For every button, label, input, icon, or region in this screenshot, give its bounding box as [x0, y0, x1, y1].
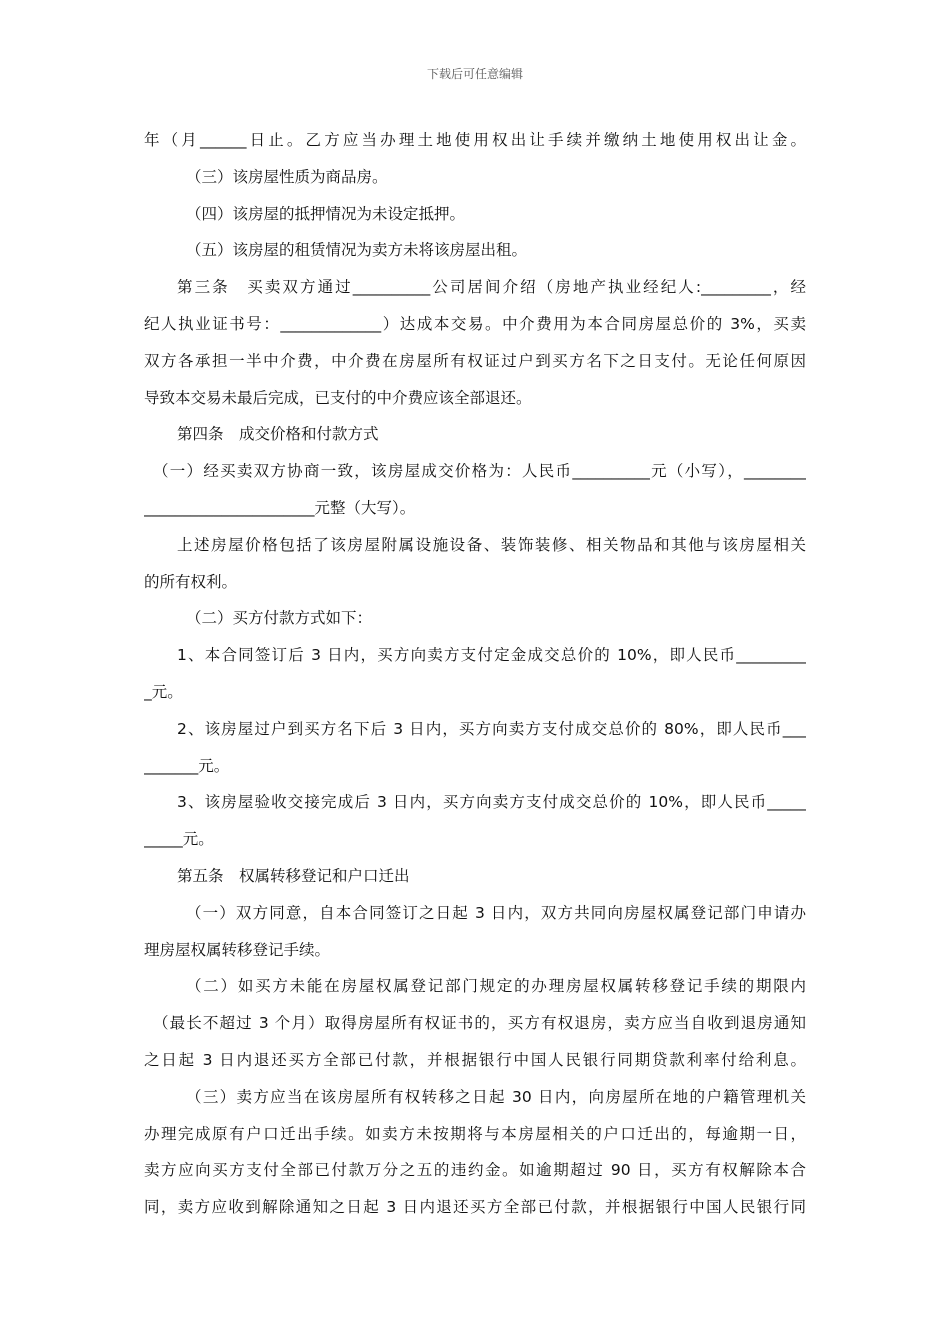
text-line: （一）经买卖双方协商一致，该房屋成交价格为：人民币__________元（小写），________: [153, 462, 806, 481]
text-line: （一）双方同意，自本合同签订之日起 3 日内，双方共同向房屋权属登记部门申请办: [186, 903, 806, 922]
text-line: （四）该房屋的抵押情况为未设定抵押。: [186, 204, 466, 223]
text-line: 年（月______日止。乙方应当办理土地使用权出让手续并缴纳土地使用权出让金。: [144, 131, 806, 149]
text-line: 卖方应向买方支付全部已付款万分之五的违约金。如逾期超过 90 日，买方有权解除本合: [144, 1161, 806, 1180]
text-line: 理房屋权属转移登记手续。: [144, 940, 331, 959]
text-line: 的所有权利。: [144, 572, 238, 591]
text-line: _______元。: [144, 756, 230, 775]
page-header-note: 下载后可任意编辑: [426, 67, 523, 81]
text-line: 第四条 成交价格和付款方式: [177, 425, 379, 444]
text-line: _元。: [144, 682, 183, 701]
text-line: 上述房屋价格包括了该房屋附属设施设备、装饰装修、相关物品和其他与该房屋相关: [177, 535, 806, 554]
text-line: 第三条 买卖双方通过__________公司居间介绍（房地产执业经纪人:_________，经: [177, 278, 806, 297]
text-line: （三）该房屋性质为商品房。: [186, 167, 388, 186]
text-line: 2、该房屋过户到买方名下后 3 日内，买方向卖方支付成交总价的 80%，即人民币___: [177, 719, 806, 738]
text-line: （三）卖方应当在该房屋所有权转移之日起 30 日内，向房屋所在地的户籍管理机关: [186, 1087, 806, 1106]
text-line: 之日起 3 日内退还买方全部已付款，并根据银行中国人民银行同期贷款利率付给利息。: [144, 1050, 806, 1069]
text-line: 办理完成原有户口迁出手续。如卖方未按期将与本房屋相关的户口迁出的，每逾期一日，: [144, 1124, 806, 1143]
text-line: （二）如买方未能在房屋权属登记部门规定的办理房屋权属转移登记手续的期限内: [186, 977, 806, 996]
text-line: （最长不超过 3 个月）取得房屋所有权证书的，买方有权退房，卖方应当自收到退房通知: [153, 1014, 806, 1033]
text-line: 1、本合同签订后 3 日内，买方向卖方支付定金成交总价的 10%，即人民币_________: [177, 646, 806, 665]
text-line: 纪人执业证书号：_____________）达成本交易。中介费用为本合同房屋总价的 3%，买卖: [144, 314, 806, 333]
text-line: 双方各承担一半中介费，中介费在房屋所有权证过户到买方名下之日支付。无论任何原因: [144, 351, 806, 370]
text-line: 第五条 权属转移登记和户口迁出: [177, 866, 410, 885]
text-line: 导致本交易未最后完成，已支付的中介费应该全部退还。: [144, 388, 532, 407]
document-body: [144, 122, 806, 1226]
text-line: 同，卖方应收到解除通知之日起 3 日内退还买方全部已付款，并根据银行中国人民银行同: [144, 1198, 806, 1217]
text-line: ______________________元整（大写）。: [144, 498, 416, 517]
text-line: （二）买方付款方式如下：: [186, 609, 373, 628]
text-line: 3、该房屋验收交接完成后 3 日内，买方向卖方支付成交总价的 10%，即人民币_____: [177, 793, 806, 812]
text-line: _____元。: [144, 830, 214, 849]
text-line: （五）该房屋的租赁情况为卖方未将该房屋出租。: [186, 241, 528, 260]
